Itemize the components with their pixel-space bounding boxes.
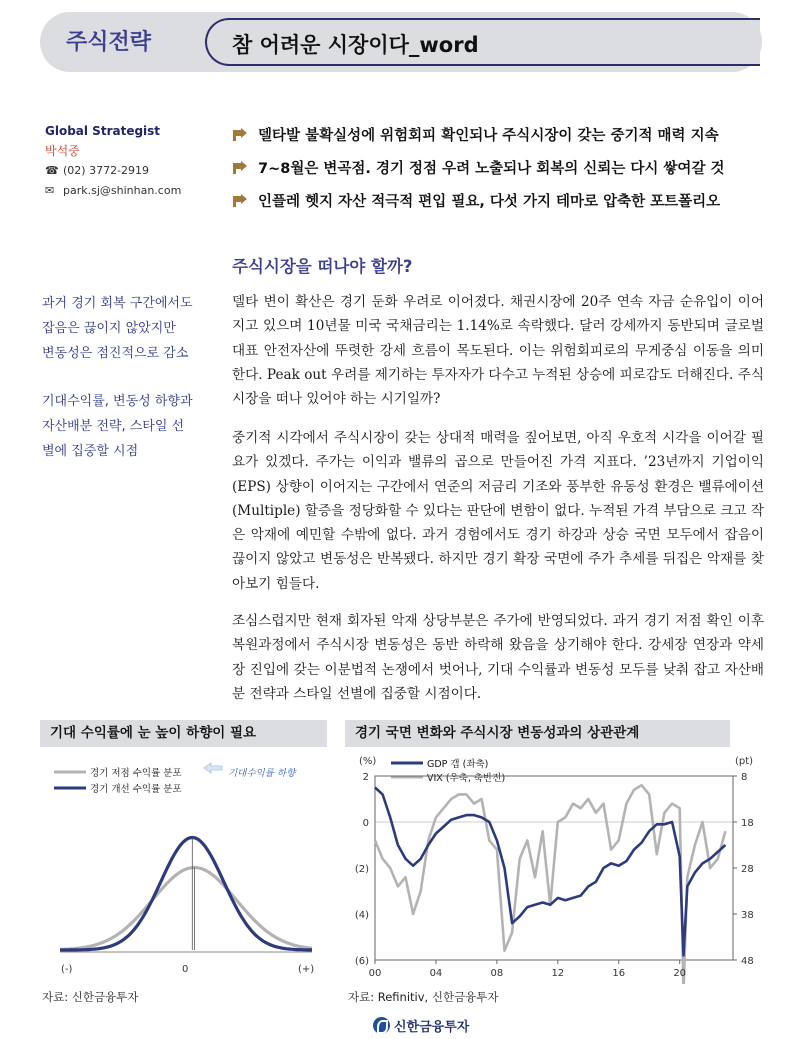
left-tick-label: 0: [362, 818, 369, 829]
phone-icon: ☎: [45, 164, 59, 177]
legend-label: VIX (우축, 축반전): [427, 773, 506, 784]
key-point: 델타발 불확실성에 위험회피 확인되나 주식시장이 갖는 중기적 매력 지속: [232, 118, 772, 151]
legend-label: 경기 개선 수익률 분포: [90, 784, 182, 795]
arrow-bullet-icon: [232, 161, 248, 175]
x-tick-label: 12: [551, 968, 565, 979]
author-role: Global Strategist: [45, 124, 161, 138]
section-heading: 주식시장을 떠나야 할까?: [232, 257, 413, 276]
author-name: 박석중: [45, 144, 80, 158]
body-paragraph: 조심스럽지만 현재 회자된 악재 상당부분은 주가에 반영되었다. 과거 경기 저점 확인 이후 복원과정에서 주식시장 변동성은 동반 하락해 왔음을 상기해야 한다. 강세장 연장과 약세장 진입에 갖는 이분법적 논쟁에서 벗어나, 기대 수익률과 변동성 모두를 낮춰 잡고 자산배분 전략과 스타일 선별에 집중할 시점이다.: [232, 613, 764, 702]
brand-logo-icon: [373, 1017, 390, 1034]
figure-source-left: 자료: 신한금융투자: [42, 990, 139, 1004]
tick-label: (+): [298, 964, 315, 975]
right-tick-label: 18: [741, 818, 754, 829]
left-tick-label: (6): [354, 956, 369, 967]
author-block: [45, 121, 181, 201]
left-tick-label: 2: [362, 772, 369, 783]
section-label: 주식전략: [66, 30, 152, 55]
right-tick-label: 38: [741, 910, 754, 921]
author-email[interactable]: park.sj@shinhan.com: [63, 184, 182, 197]
footer-brand: 신한금융투자: [394, 1020, 470, 1035]
figure-source-right: 자료: Refinitiv, 신한금융투자: [348, 990, 499, 1004]
legend: [391, 758, 505, 784]
tick-label: 0: [182, 964, 189, 975]
key-point: 인플레 헷지 자산 적극적 편입 필요, 다섯 가지 테마로 압축한 포트폴리오: [232, 184, 772, 217]
footer-logo: [373, 1016, 469, 1035]
arrow-bullet-icon: [232, 128, 248, 142]
left-tick-label: (2): [354, 864, 369, 875]
figure-title-right: 경기 국면 변화와 주식시장 변동성과의 상관관계: [345, 720, 730, 747]
figure-title-left: 기대 수익률에 눈 높이 하향이 필요: [40, 720, 327, 747]
side-note: 기대수익률, 변동성 하향과 자산배분 전략, 스타일 선 별에 집중할 시점: [42, 394, 193, 459]
legend-label: GDP 갭 (좌축): [427, 759, 489, 770]
x-tick-label: 16: [612, 968, 626, 979]
arrow-left-icon: [204, 763, 222, 773]
series-line: [375, 788, 725, 956]
mail-icon: ✉: [45, 184, 55, 197]
key-point: 7~8월은 변곡점. 경기 정점 우려 노출되나 회복의 신뢰는 다시 쌓여갈 것: [232, 151, 772, 184]
tick-label: (-): [61, 964, 73, 975]
author-email-row: [45, 181, 181, 201]
body-paragraph: 중기적 시각에서 주식시장이 갖는 상대적 매력을 짚어보면, 아직 우호적 시각을 이어갈 필요가 있겠다. 주가는 이익과 밸류의 곱으로 만들어진 가격 지표다. ’23년까지 기업이익(EPS) 상향이 이어지는 구간에서 연준의 저금리 기조와 풍부한 유동성 환경은 밸류에이션(Multiple) 할증을 정당화할 수 있다는 판단에 변함이 없다. 누적된 가격 부담으로 크고 작은 악재에 예민할 수밖에 없다. 과거 경험에서도 경기 하강과 상승 국면 모두에서 잡음이 끊이지 않았고 변동성은 반복됐다. 하지만 경기 확장 국면에 주가 추세를 뒤집은 악재를 찾아보기 힘들다.: [232, 430, 764, 592]
gdp-vix-chart: [345, 752, 765, 984]
left-axis-unit: (%): [359, 756, 377, 767]
key-points: [232, 118, 772, 217]
arrow-bullet-icon: [232, 194, 248, 208]
x-tick-label: 08: [490, 968, 504, 979]
right-tick-label: 8: [741, 772, 748, 783]
body-paragraph: 델타 변이 확산은 경기 둔화 우려로 이어졌다. 채권시장에 20주 연속 자금 순유입이 이어지고 있으며 10년물 미국 국채금리는 1.14%로 속락했다. 달러 강세까지 동반되며 글로벌 대표 안전자산에 뚜렷한 강세 흐름이 목도된다. 이는 위험회피로의 무게중심 이동을 의미한다. Peak out 우려를 제기하는 투자자가 다수고 누적된 상승에 피로감도 더해진다. 주식시장을 떠나 있어야 하는 시기일까?: [232, 294, 764, 408]
right-tick-label: 28: [741, 864, 754, 875]
x-tick-label: 20: [673, 968, 687, 979]
annotation-text: 기대수익률 하향: [228, 768, 296, 779]
page-title: 참 어려운 시장이다_word: [232, 33, 479, 57]
distribution-chart: [40, 752, 330, 982]
distribution-curve: [60, 838, 312, 951]
x-tick-label: 00: [368, 968, 382, 979]
right-tick-label: 48: [741, 956, 754, 967]
series-line: [375, 785, 725, 984]
x-tick-label: 04: [429, 968, 443, 979]
author-phone: (02) 3772-2919: [63, 164, 150, 177]
distribution-curve: [60, 868, 312, 950]
annotation: [204, 763, 297, 779]
legend-label: 경기 저점 수익률 분포: [90, 768, 182, 779]
side-note: 과거 경기 회복 구간에서도 잡음은 끊이지 않았지만 변동성은 점진적으로 감소: [42, 296, 193, 361]
left-tick-label: (4): [354, 910, 369, 921]
author-phone-row: [45, 161, 181, 181]
right-axis-unit: (pt): [735, 756, 754, 767]
